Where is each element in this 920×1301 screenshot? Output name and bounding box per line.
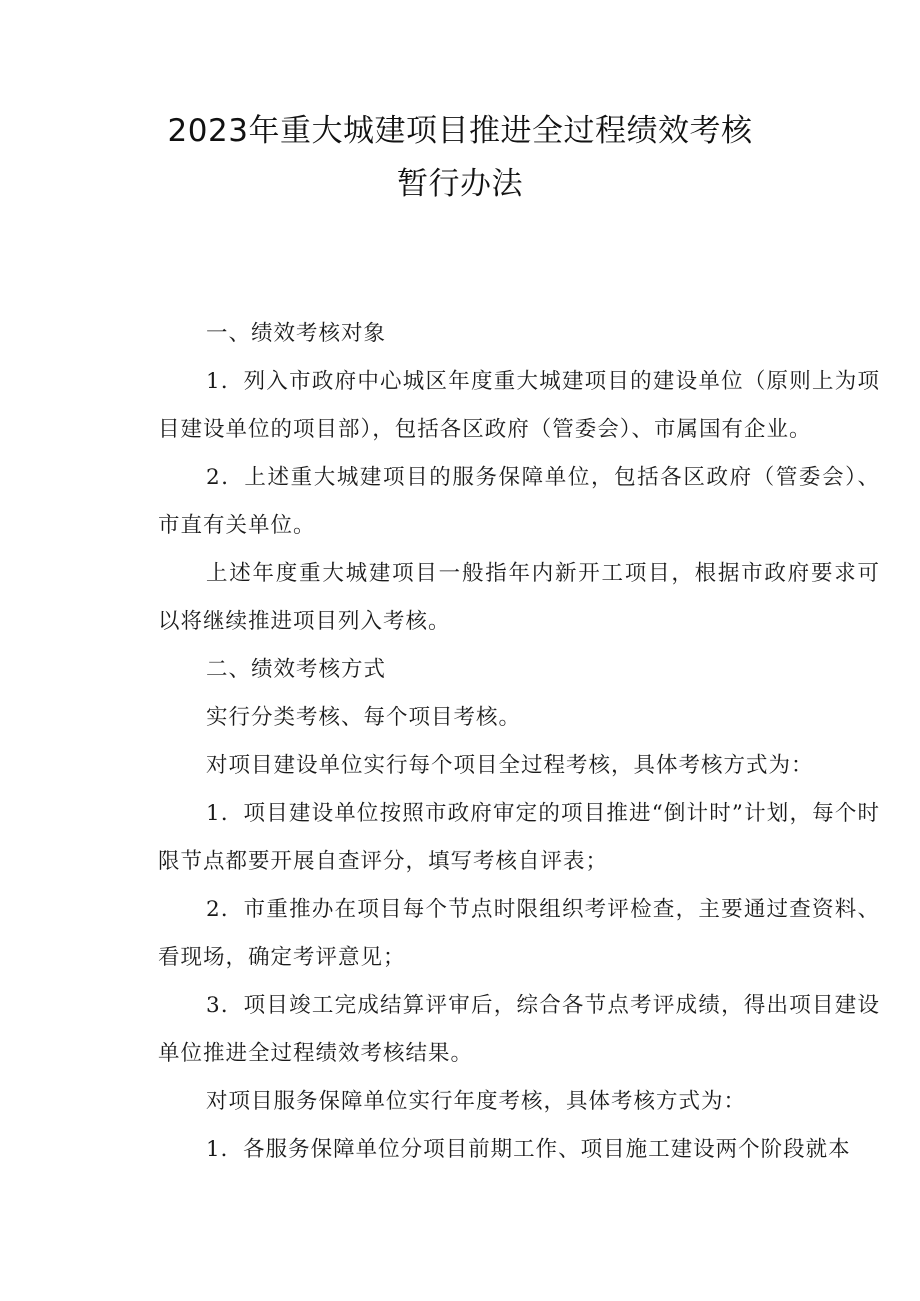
paragraph: 实行分类考核、每个项目考核。	[206, 705, 522, 730]
section-heading-2: 二、绩效考核方式	[206, 657, 387, 682]
document-body	[158, 310, 880, 1174]
document-title-line-1: 2023年重大城建项目推进全过程绩效考核	[167, 113, 753, 149]
paragraph: 1．项目建设单位按照市政府审定的项目推进“倒计时”计划，每个时限节点都要开展自查评分，填写考核自评表；	[158, 801, 880, 874]
paragraph: 上述年度重大城建项目一般指年内新开工项目，根据市政府要求可以将继续推进项目列入考核。	[158, 561, 880, 634]
paragraph: 对项目服务保障单位实行年度考核，具体考核方式为：	[206, 1089, 747, 1114]
document-title-line-2: 暂行办法	[397, 166, 523, 202]
paragraph: 1．列入市政府中心城区年度重大城建项目的建设单位（原则上为项目建设单位的项目部），包括各区政府（管委会）、市属国有企业。	[158, 369, 880, 442]
paragraph: 2．市重推办在项目每个节点时限组织考评检查，主要通过查资料、看现场，确定考评意见；	[158, 897, 880, 970]
paragraph: 2．上述重大城建项目的服务保障单位，包括各区政府（管委会）、市直有关单位。	[158, 465, 880, 538]
section-heading-1: 一、绩效考核对象	[206, 321, 387, 346]
paragraph: 对项目建设单位实行每个项目全过程考核，具体考核方式为：	[206, 753, 814, 778]
paragraph: 1．各服务保障单位分项目前期工作、项目施工建设两个阶段就本	[206, 1137, 851, 1162]
paragraph: 3．项目竣工完成结算评审后，综合各节点考评成绩，得出项目建设单位推进全过程绩效考核结果。	[158, 993, 880, 1066]
